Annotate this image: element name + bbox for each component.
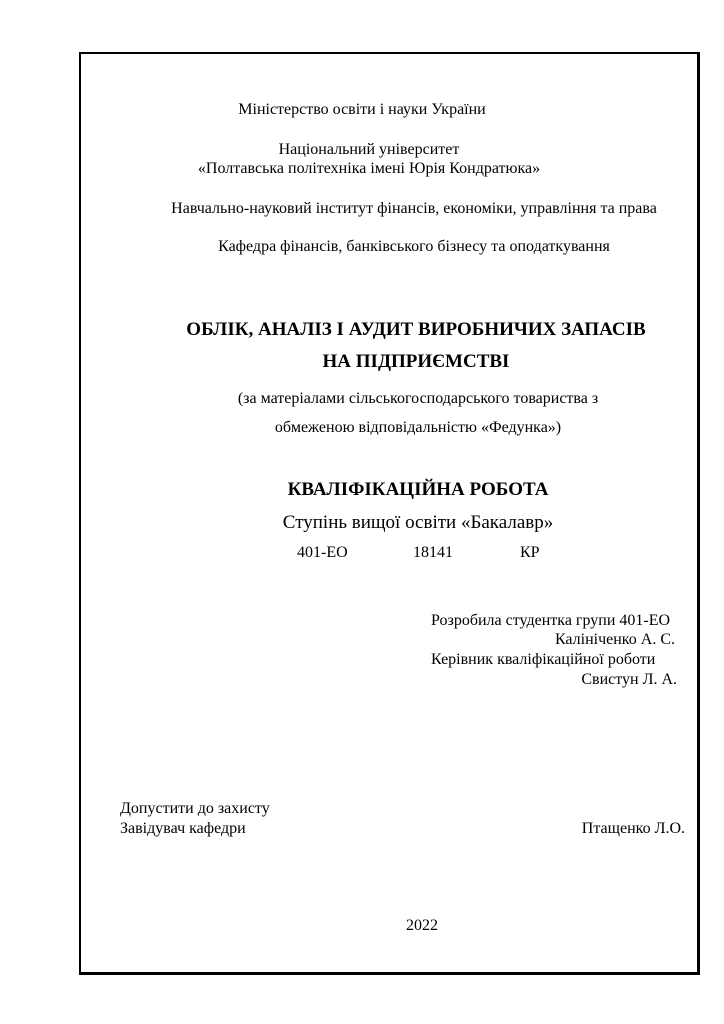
student-name: Калініченко А. С.	[554, 631, 675, 648]
university-line2: «Полтавська політехніка імені Юрія Кондратюка»	[197, 160, 541, 177]
university-line1: Національний університет	[278, 141, 460, 158]
department: Кафедра фінансів, банківського бізнесу та оподаткування	[218, 238, 610, 255]
head-name: Птащенко Л.О.	[581, 820, 685, 837]
code-number: 18141	[413, 544, 453, 561]
ministry: Міністерство освіти і науки України	[238, 101, 486, 118]
student-label: Розробила студентка групи 401-ЕО	[431, 612, 671, 629]
code-type: КР	[520, 544, 540, 561]
subtitle-line2: обмеженою відповідальністю «Федунка»)	[274, 419, 562, 436]
work-type: КВАЛІФІКАЦІЙНА РОБОТА	[287, 479, 549, 500]
title-line2: НА ПІДПРИЄМСТВІ	[322, 351, 510, 372]
supervisor-name: Свистун Л. А.	[581, 671, 677, 688]
subtitle-line1: (за матеріалами сільськогосподарського товариства з	[237, 390, 599, 407]
institute: Навчально-науковий інститут фінансів, економіки, управління та права	[171, 200, 657, 217]
admit-label: Допустити до захисту	[120, 800, 270, 817]
year: 2022	[406, 917, 438, 934]
head-label: Завідувач кафедри	[120, 820, 246, 837]
title-line1: ОБЛІК, АНАЛІЗ І АУДИТ ВИРОБНИЧИХ ЗАПАСІВ	[186, 319, 646, 340]
degree: Ступінь вищої освіти «Бакалавр»	[282, 512, 554, 533]
supervisor-label: Керівник кваліфікаційної роботи	[431, 651, 656, 668]
code-group: 401-ЕО	[297, 544, 348, 561]
